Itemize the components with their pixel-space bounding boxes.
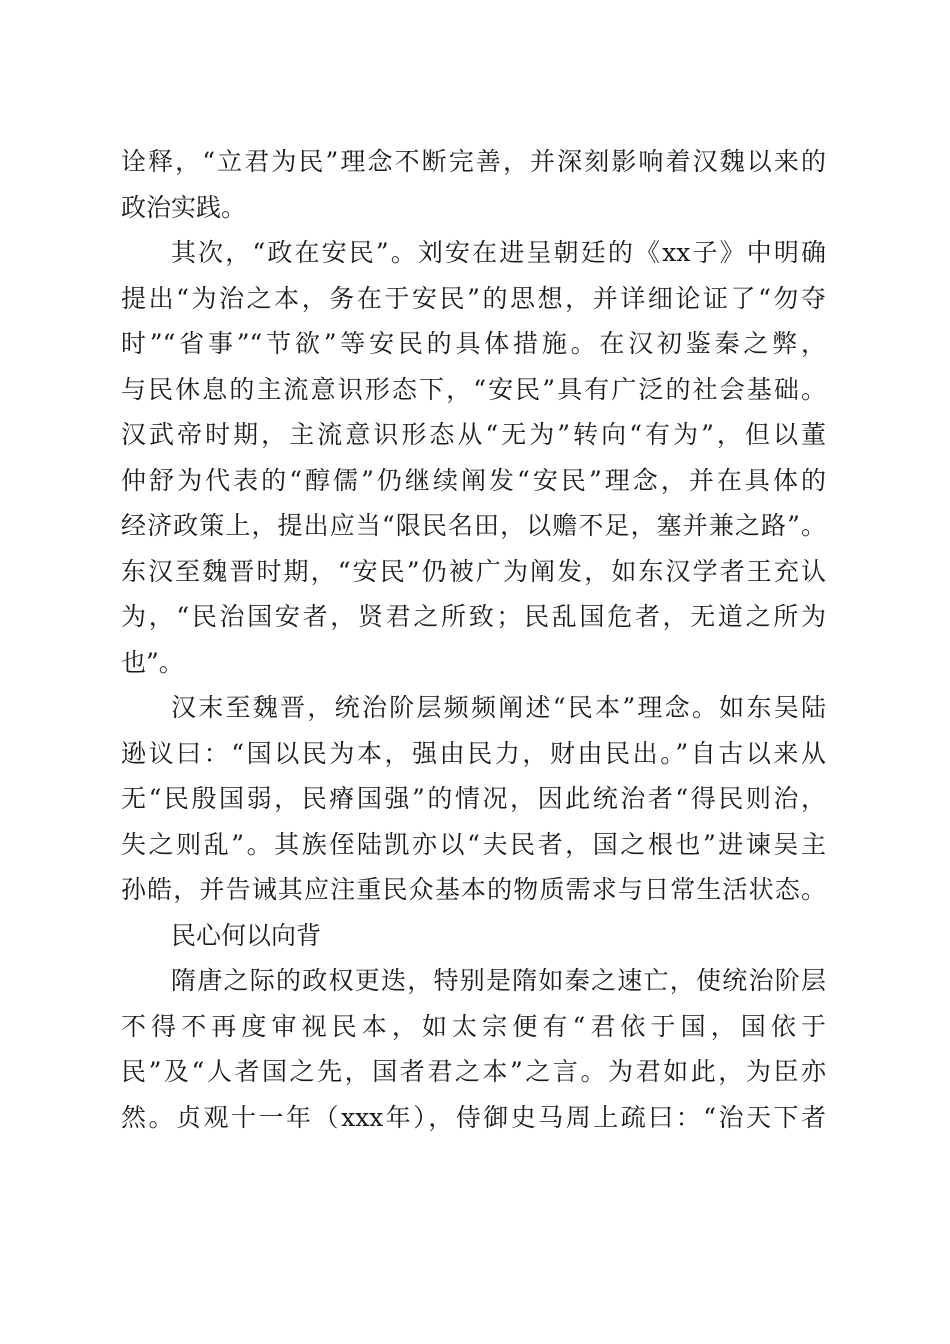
text-line: 与民休息的主流意识形态下，“安民”具有广泛的社会基础。 xyxy=(121,374,826,404)
paragraph-first-line: 隋唐之际的政权更迭，特别是隋如秦之速亡，使统治阶层 xyxy=(171,966,826,995)
paragraph-first-line: 其次，“政在安民”。刘安在进呈朝廷的《xx子》中明确 xyxy=(171,238,826,267)
text-line: 提出“为治之本，务在于安民”的思想，并详细论证了“勿夺 xyxy=(121,283,826,313)
text-line: 汉武帝时期，主流意识形态从“无为”转向“有为”，但以董 xyxy=(121,420,826,449)
text-line: 逊议曰：“国以民为本，强由民力，财由民出。”自古以来从 xyxy=(121,738,826,768)
text-line: 诠释，“立君为民”理念不断完善，并深刻影响着汉魏以来的 xyxy=(121,147,826,176)
text-line: 仲舒为代表的“醇儒”仍继续阐发“安民”理念，并在具体的 xyxy=(121,465,826,495)
text-line: 然。贞观十一年（xxx年），侍御史马周上疏曰：“治天下者 xyxy=(121,1102,826,1132)
text-line: 不得不再度审视民本，如太宗便有“君依于国，国依于 xyxy=(121,1011,826,1041)
text-line: 时”“省事”“节欲”等安民的具体措施。在汉初鉴秦之弊， xyxy=(121,329,826,358)
text-line: 为，“民治国安者，贤君之所致；民乱国危者，无道之所为 xyxy=(121,602,826,631)
text-line: 东汉至魏晋时期，“安民”仍被广为阐发，如东汉学者王充认 xyxy=(121,556,826,586)
section-heading: 民心何以向背 xyxy=(171,920,322,950)
paragraph-first-line: 汉末至魏晋，统治阶层频频阐述“民本”理念。如东吴陆 xyxy=(171,693,826,722)
text-line: 失之则乱”。其族侄陆凯亦以“夫民者，国之根也”进谏吴主 xyxy=(121,829,826,859)
text-line: 民”及“人者国之先，国者君之本”之言。为君如此，为臣亦 xyxy=(121,1057,826,1086)
text-line: 政治实践。 xyxy=(121,192,247,222)
text-line: 孙皓，并告诫其应注重民众基本的物质需求与日常生活状态。 xyxy=(121,875,826,904)
text-line: 经济政策上，提出应当“限民名田，以赡不足，塞并兼之路”。 xyxy=(121,511,826,540)
text-line: 也”。 xyxy=(121,647,184,677)
body-text xyxy=(121,139,826,1140)
text-line: 无“民殷国弱，民瘠国强”的情况，因此统治者“得民则治， xyxy=(121,784,826,813)
